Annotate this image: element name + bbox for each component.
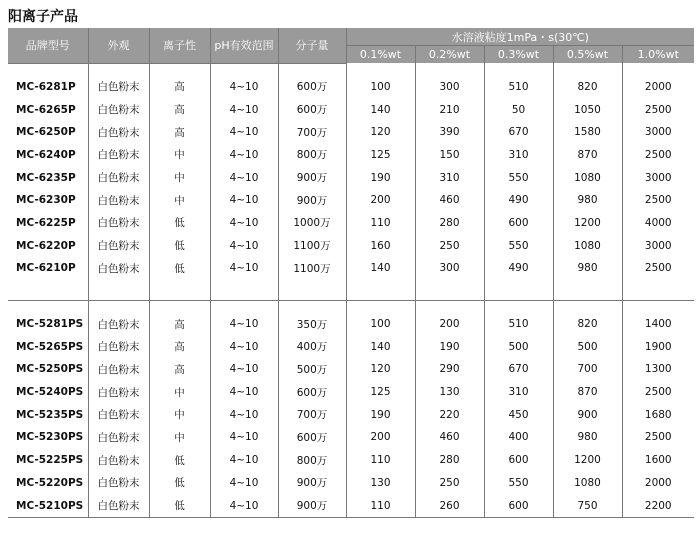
table-row <box>8 257 694 280</box>
cell-viscosity-3: 1050 <box>553 98 622 121</box>
cell-ionic: 中 <box>149 403 210 426</box>
cell-ionic: 中 <box>149 381 210 404</box>
cell-appearance: 白色粉末 <box>88 494 149 517</box>
cell-ionic: 低 <box>149 494 210 517</box>
cell-appearance: 白色粉末 <box>88 166 149 189</box>
table-row <box>8 313 694 336</box>
cell-viscosity-3: 870 <box>553 144 622 167</box>
cell-viscosity-4: 2200 <box>622 494 694 517</box>
cell-viscosity-2: 600 <box>484 494 553 517</box>
cell-ph: 4~10 <box>210 189 278 212</box>
cell-ph: 4~10 <box>210 494 278 517</box>
spacer-cell <box>346 300 415 313</box>
table-row <box>8 403 694 426</box>
cell-viscosity-1: 300 <box>415 76 484 99</box>
spacer-cell <box>622 63 694 76</box>
cell-model: MC-5210PS <box>8 494 88 517</box>
cell-ionic: 低 <box>149 212 210 235</box>
cell-viscosity-4: 3000 <box>644 126 672 139</box>
table-row <box>8 358 694 381</box>
cell-viscosity-2: 50 <box>484 98 553 121</box>
cell-viscosity-3: 500 <box>553 335 622 358</box>
cell-appearance: 白色粉末 <box>88 358 149 381</box>
cell-viscosity-2: 600 <box>484 449 553 472</box>
header-molecular-weight: 分子量 <box>278 28 346 63</box>
cell-ph: 4~10 <box>210 426 278 449</box>
cell-viscosity-3: 900 <box>553 403 622 426</box>
cell-viscosity-2: 510 <box>484 313 553 336</box>
spacer-cell <box>484 300 553 313</box>
cell-mw: 700万 <box>278 121 346 144</box>
cell-viscosity-4: 1400 <box>644 318 672 331</box>
spacer-cell <box>622 300 694 313</box>
cell-ionic: 高 <box>149 358 210 381</box>
cell-mw: 800万 <box>278 449 346 472</box>
cell-model: MC-6220P <box>8 234 88 257</box>
cell-model: MC-6265P <box>8 98 88 121</box>
cell-model: MC-6235P <box>8 166 88 189</box>
cell-appearance: 白色粉末 <box>88 381 149 404</box>
cell-viscosity-1: 460 <box>415 189 484 212</box>
cell-model: MC-6230P <box>8 189 88 212</box>
cell-viscosity-0: 100 <box>346 313 415 336</box>
cell-viscosity-1: 460 <box>415 426 484 449</box>
cell-model: MC-6225P <box>8 212 88 235</box>
spacer-cell <box>346 63 415 76</box>
cell-ionic: 低 <box>149 257 210 280</box>
cell-viscosity-0: 120 <box>346 358 415 381</box>
cell-ph: 4~10 <box>210 358 278 381</box>
header-viscosity-group: 水溶液粘度1mPa・s(30℃) <box>346 28 694 46</box>
table-row <box>8 449 694 472</box>
cell-ph: 4~10 <box>210 449 278 472</box>
cell-viscosity-0: 125 <box>346 381 415 404</box>
cell-viscosity-3: 980 <box>553 257 622 280</box>
cell-viscosity-2: 550 <box>484 166 553 189</box>
cell-viscosity-0: 160 <box>346 234 415 257</box>
cell-mw: 700万 <box>278 403 346 426</box>
cell-viscosity-3: 980 <box>553 189 622 212</box>
cell-viscosity-0: 110 <box>346 449 415 472</box>
cell-model: MC-5281PS <box>8 313 88 336</box>
cell-ionic: 中 <box>149 426 210 449</box>
cell-viscosity-1: 390 <box>415 121 484 144</box>
cell-ionic: 中 <box>149 189 210 212</box>
cell-model: MC-5250PS <box>8 358 88 381</box>
cell-viscosity-0: 200 <box>346 189 415 212</box>
gap-cell <box>278 280 346 301</box>
cell-appearance: 白色粉末 <box>88 121 149 144</box>
cell-viscosity-0: 190 <box>346 166 415 189</box>
gap-cell <box>149 280 210 301</box>
header-ph-range: pH有效范围 <box>210 28 278 63</box>
cell-viscosity-1: 150 <box>415 144 484 167</box>
cell-ionic: 高 <box>149 76 210 99</box>
gap-cell <box>210 280 278 301</box>
cell-viscosity-2: 510 <box>484 76 553 99</box>
table-row <box>8 426 694 449</box>
header-conc-1: 0.2%wt <box>415 46 484 64</box>
spacer-cell <box>88 300 149 313</box>
cell-mw: 900万 <box>278 189 346 212</box>
cell-ph: 4~10 <box>210 121 278 144</box>
spacer-cell <box>278 300 346 313</box>
page-title: 阳离子产品 <box>8 9 78 25</box>
cell-viscosity-3: 1580 <box>553 121 622 144</box>
cell-appearance: 白色粉末 <box>88 212 149 235</box>
cell-ph: 4~10 <box>210 144 278 167</box>
cell-viscosity-4: 2500 <box>644 431 672 444</box>
cell-ionic: 低 <box>149 449 210 472</box>
cell-mw: 900万 <box>278 472 346 495</box>
cell-model: MC-5225PS <box>8 449 88 472</box>
cell-ionic: 高 <box>149 313 210 336</box>
cell-viscosity-3: 1200 <box>553 449 622 472</box>
cell-appearance: 白色粉末 <box>88 449 149 472</box>
header-conc-4: 1.0%wt <box>622 46 694 64</box>
product-table <box>8 28 694 518</box>
cell-appearance: 白色粉末 <box>88 403 149 426</box>
cell-viscosity-3: 870 <box>553 381 622 404</box>
cell-viscosity-2: 310 <box>484 144 553 167</box>
cell-viscosity-2: 310 <box>484 381 553 404</box>
gap-cell <box>415 280 484 301</box>
cell-ionic: 中 <box>149 166 210 189</box>
cell-mw: 600万 <box>278 381 346 404</box>
cell-viscosity-3: 1080 <box>553 472 622 495</box>
cell-viscosity-0: 190 <box>346 403 415 426</box>
cell-ionic: 高 <box>149 121 210 144</box>
cell-model: MC-5230PS <box>8 426 88 449</box>
cell-viscosity-1: 220 <box>415 403 484 426</box>
cell-viscosity-4: 4000 <box>644 216 672 229</box>
cell-viscosity-1: 280 <box>415 449 484 472</box>
cell-viscosity-1: 130 <box>415 381 484 404</box>
cell-appearance: 白色粉末 <box>88 472 149 495</box>
gap-cell <box>622 280 694 301</box>
cell-viscosity-4: 1900 <box>644 340 672 353</box>
table-row <box>8 76 694 99</box>
cell-viscosity-0: 200 <box>346 426 415 449</box>
cell-viscosity-0: 130 <box>346 472 415 495</box>
cell-viscosity-2: 450 <box>484 403 553 426</box>
spacer-cell <box>553 63 622 76</box>
cell-appearance: 白色粉末 <box>88 76 149 99</box>
cell-viscosity-4: 1680 <box>644 408 672 421</box>
gap-cell <box>553 280 622 301</box>
gap-cell <box>484 280 553 301</box>
cell-model: MC-5240PS <box>8 381 88 404</box>
cell-mw: 900万 <box>278 166 346 189</box>
cell-ph: 4~10 <box>210 257 278 280</box>
gap-cell <box>346 280 415 301</box>
cell-viscosity-1: 280 <box>415 212 484 235</box>
cell-viscosity-1: 200 <box>415 313 484 336</box>
cell-viscosity-1: 290 <box>415 358 484 381</box>
spacer-cell <box>8 63 88 76</box>
spacer-cell <box>88 63 149 76</box>
spacer-cell <box>278 63 346 76</box>
cell-viscosity-4: 1600 <box>644 454 672 467</box>
cell-viscosity-3: 820 <box>553 76 622 99</box>
cell-viscosity-4: 2500 <box>644 386 672 399</box>
cell-model: MC-5265PS <box>8 335 88 358</box>
cell-model: MC-6210P <box>8 257 88 280</box>
cell-viscosity-3: 820 <box>553 313 622 336</box>
cell-viscosity-0: 140 <box>346 335 415 358</box>
table-row <box>8 98 694 121</box>
cell-model: MC-5235PS <box>8 403 88 426</box>
cell-viscosity-1: 190 <box>415 335 484 358</box>
cell-viscosity-2: 490 <box>484 257 553 280</box>
spacer-cell <box>484 63 553 76</box>
cell-viscosity-2: 670 <box>484 121 553 144</box>
cell-appearance: 白色粉末 <box>88 335 149 358</box>
cell-ph: 4~10 <box>210 335 278 358</box>
cell-model: MC-5220PS <box>8 472 88 495</box>
cell-viscosity-2: 600 <box>484 212 553 235</box>
cell-model: MC-6240P <box>8 144 88 167</box>
table-row <box>8 166 694 189</box>
gap-cell <box>88 280 149 301</box>
header-conc-2: 0.3%wt <box>484 46 553 64</box>
table-body <box>8 63 694 517</box>
spacer-cell <box>210 63 278 76</box>
cell-mw: 500万 <box>278 358 346 381</box>
cell-viscosity-3: 750 <box>553 494 622 517</box>
cell-viscosity-4: 2500 <box>644 262 672 275</box>
table-row <box>8 144 694 167</box>
cell-viscosity-0: 100 <box>346 76 415 99</box>
cell-viscosity-4: 2000 <box>644 80 672 93</box>
table-row <box>8 335 694 358</box>
cell-viscosity-0: 120 <box>346 121 415 144</box>
cell-viscosity-4: 2000 <box>644 476 672 489</box>
spacer-cell <box>415 300 484 313</box>
spacer-cell <box>553 300 622 313</box>
cell-viscosity-2: 400 <box>484 426 553 449</box>
cell-ph: 4~10 <box>210 234 278 257</box>
cell-viscosity-2: 670 <box>484 358 553 381</box>
cell-viscosity-2: 500 <box>484 335 553 358</box>
cell-viscosity-3: 700 <box>553 358 622 381</box>
cell-viscosity-1: 210 <box>415 98 484 121</box>
cell-viscosity-2: 550 <box>484 472 553 495</box>
header-conc-0: 0.1%wt <box>346 46 415 64</box>
cell-viscosity-1: 250 <box>415 472 484 495</box>
header-appearance: 外观 <box>88 28 149 63</box>
cell-ionic: 高 <box>149 98 210 121</box>
cell-mw: 1000万 <box>278 212 346 235</box>
cell-viscosity-1: 250 <box>415 234 484 257</box>
cell-viscosity-4: 2500 <box>644 103 672 116</box>
cell-ionic: 高 <box>149 335 210 358</box>
cell-mw: 1100万 <box>278 234 346 257</box>
cell-mw: 350万 <box>278 313 346 336</box>
cell-viscosity-3: 1080 <box>553 166 622 189</box>
cell-ionic: 低 <box>149 472 210 495</box>
cell-ph: 4~10 <box>210 472 278 495</box>
table-row <box>8 472 694 495</box>
cell-ph: 4~10 <box>210 381 278 404</box>
cell-model: MC-6281P <box>8 76 88 99</box>
cell-appearance: 白色粉末 <box>88 234 149 257</box>
cell-appearance: 白色粉末 <box>88 189 149 212</box>
cell-viscosity-0: 110 <box>346 212 415 235</box>
cell-viscosity-2: 550 <box>484 234 553 257</box>
spacer-cell <box>8 300 88 313</box>
cell-mw: 600万 <box>278 98 346 121</box>
header-ionic: 离子性 <box>149 28 210 63</box>
cell-ph: 4~10 <box>210 76 278 99</box>
cell-ph: 4~10 <box>210 212 278 235</box>
table-row <box>8 212 694 235</box>
cell-ionic: 低 <box>149 234 210 257</box>
cell-viscosity-3: 1080 <box>553 234 622 257</box>
cell-mw: 800万 <box>278 144 346 167</box>
cell-appearance: 白色粉末 <box>88 426 149 449</box>
spacer-cell <box>149 300 210 313</box>
cell-viscosity-1: 310 <box>415 166 484 189</box>
cell-ionic: 中 <box>149 144 210 167</box>
table-row <box>8 189 694 212</box>
cell-appearance: 白色粉末 <box>88 257 149 280</box>
cell-viscosity-4: 2500 <box>644 194 672 207</box>
cell-viscosity-3: 980 <box>553 426 622 449</box>
spacer-cell <box>210 300 278 313</box>
cell-ph: 4~10 <box>210 98 278 121</box>
cell-viscosity-4: 1300 <box>644 363 672 376</box>
spacer-cell <box>149 63 210 76</box>
cell-ph: 4~10 <box>210 313 278 336</box>
cell-ph: 4~10 <box>210 166 278 189</box>
cell-mw: 1100万 <box>278 257 346 280</box>
header-model: 品牌型号 <box>8 28 88 63</box>
cell-viscosity-3: 1200 <box>553 212 622 235</box>
cell-mw: 400万 <box>278 335 346 358</box>
cell-viscosity-2: 490 <box>484 189 553 212</box>
cell-viscosity-4: 3000 <box>644 171 672 184</box>
header-conc-3: 0.5%wt <box>553 46 622 64</box>
cell-mw: 900万 <box>278 494 346 517</box>
cell-viscosity-1: 300 <box>415 257 484 280</box>
cell-viscosity-0: 110 <box>346 494 415 517</box>
cell-viscosity-0: 125 <box>346 144 415 167</box>
gap-cell <box>8 280 88 301</box>
cell-viscosity-4: 2500 <box>644 148 672 161</box>
cell-appearance: 白色粉末 <box>88 313 149 336</box>
table-row <box>8 381 694 404</box>
cell-viscosity-0: 140 <box>346 257 415 280</box>
table-row <box>8 234 694 257</box>
cell-appearance: 白色粉末 <box>88 144 149 167</box>
cell-mw: 600万 <box>278 426 346 449</box>
cell-viscosity-1: 260 <box>415 494 484 517</box>
cell-appearance: 白色粉末 <box>88 98 149 121</box>
cell-viscosity-0: 140 <box>346 98 415 121</box>
table-row <box>8 494 694 517</box>
cell-ph: 4~10 <box>210 403 278 426</box>
spacer-cell <box>415 63 484 76</box>
table-row <box>8 121 694 144</box>
cell-viscosity-4: 3000 <box>644 239 672 252</box>
cell-model: MC-6250P <box>8 121 88 144</box>
cell-mw: 600万 <box>278 76 346 99</box>
